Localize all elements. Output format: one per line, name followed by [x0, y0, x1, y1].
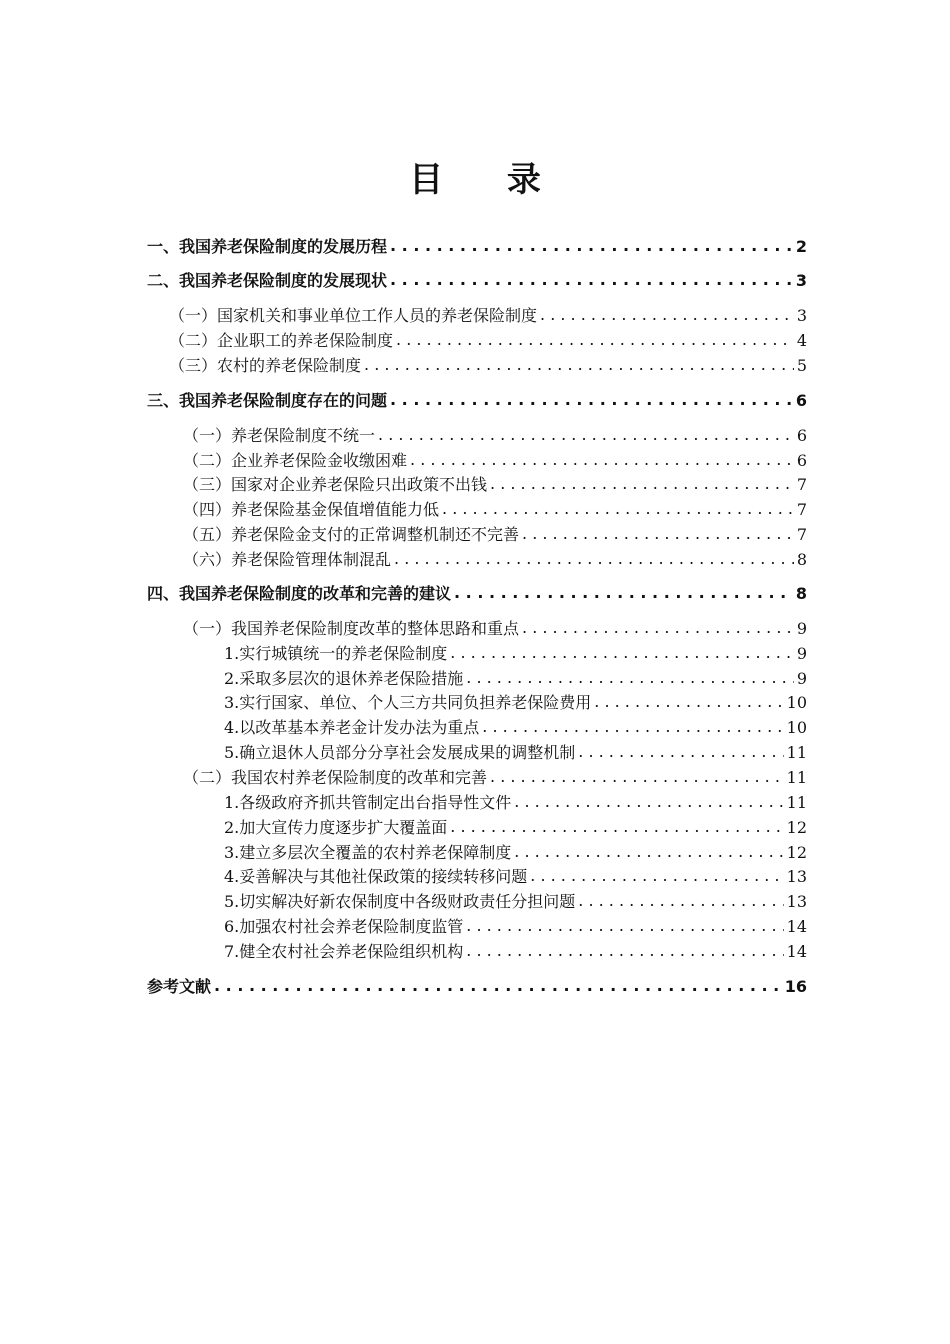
toc-entry-ch1[interactable] [147, 234, 807, 258]
toc-entry-label: （三）农村的养老保险制度 [169, 356, 362, 375]
toc-leader-dots [410, 450, 794, 469]
toc-entry-label: 7.健全农村社会养老保险组织机构 [224, 942, 464, 961]
toc-entry-page: 6 [796, 451, 807, 470]
toc-entry-page: 13 [786, 867, 807, 886]
toc-entry-label: 3.建立多层次全覆盖的农村养老保障制度 [224, 843, 512, 862]
toc-title: 目 录 [409, 160, 567, 200]
toc-entry-page: 7 [796, 475, 807, 494]
toc-leader-dots [522, 524, 794, 543]
toc-entry-ch4-2-7[interactable] [224, 939, 807, 963]
toc-entry-ch2-1[interactable] [169, 303, 807, 327]
toc-leader-dots [522, 618, 794, 637]
toc-entry-ch4-1[interactable] [183, 616, 807, 640]
toc-entry-ch4-2-3[interactable] [224, 840, 807, 864]
toc-entry-page: 9 [796, 644, 807, 663]
toc-leader-dots [466, 668, 794, 687]
toc-entry-ch3-3[interactable] [183, 472, 807, 496]
toc-entry-page: 12 [786, 818, 807, 837]
toc-entry-page: 5 [796, 356, 807, 375]
toc-entry-page: 9 [796, 619, 807, 638]
toc-leader-dots [390, 270, 793, 289]
toc-entry-page: 4 [796, 331, 807, 350]
toc-leader-dots [450, 643, 794, 662]
toc-entry-page: 10 [786, 693, 807, 712]
toc-entry-page: 11 [786, 768, 807, 787]
toc-leader-dots [490, 767, 784, 786]
toc-entry-label: （三）国家对企业养老保险只出政策不出钱 [183, 475, 488, 494]
toc-entry-page: 6 [795, 391, 807, 410]
toc-entry-page: 7 [796, 525, 807, 544]
toc-leader-dots [594, 692, 783, 711]
toc-entry-ch3-1[interactable] [183, 423, 807, 447]
toc-entry-page: 3 [795, 271, 807, 290]
toc-entry-label: （一）国家机关和事业单位工作人员的养老保险制度 [169, 306, 538, 325]
toc-entry-label: 二、我国养老保险制度的发展现状 [147, 271, 388, 290]
toc-entry-ch4[interactable] [147, 581, 807, 605]
toc-entry-label: （一）养老保险制度不统一 [183, 426, 376, 445]
toc-entry-page: 3 [796, 306, 807, 325]
toc-entry-page: 13 [786, 892, 807, 911]
toc-entry-page: 14 [786, 942, 807, 961]
toc-entry-ch3-6[interactable] [183, 547, 807, 571]
toc-entry-page: 11 [786, 793, 807, 812]
toc-entry-label: （二）企业养老保险金收缴困难 [183, 451, 408, 470]
toc-entry-ch3-2[interactable] [183, 448, 807, 472]
toc-entry-page: 7 [796, 500, 807, 519]
toc-leader-dots [454, 583, 793, 602]
toc-leader-dots [450, 817, 783, 836]
toc-entry-label: （二）企业职工的养老保险制度 [169, 331, 394, 350]
toc-entry-ch3[interactable] [147, 388, 807, 412]
toc-entry-label: 2.采取多层次的退休养老保险措施 [224, 669, 464, 688]
toc-entry-ch4-1-3[interactable] [224, 690, 807, 714]
toc-leader-dots [364, 355, 794, 374]
toc-entry-page: 8 [796, 550, 807, 569]
toc-entry-ch4-1-2[interactable] [224, 666, 807, 690]
toc-entry-label: 参考文献 [147, 977, 212, 996]
toc-entry-ch4-2-5[interactable] [224, 889, 807, 913]
toc-entry-label: （五）养老保险金支付的正常调整机制还不完善 [183, 525, 520, 544]
toc-leader-dots [490, 474, 794, 493]
toc-entry-label: 三、我国养老保险制度存在的问题 [147, 391, 388, 410]
toc-entry-page: 2 [795, 237, 807, 256]
toc-entry-label: 3.实行国家、单位、个人三方共同负担养老保险费用 [224, 693, 592, 712]
toc-leader-dots [466, 916, 783, 935]
toc-entry-page: 12 [786, 843, 807, 862]
toc-entry-page: 11 [786, 743, 807, 762]
toc-leader-dots [390, 236, 793, 255]
toc-entry-references[interactable] [147, 974, 807, 998]
toc-leader-dots [378, 425, 794, 444]
toc-leader-dots [530, 866, 783, 885]
toc-leader-dots [394, 549, 794, 568]
toc-entry-ch4-1-5[interactable] [224, 740, 807, 764]
toc-entry-page: 10 [786, 718, 807, 737]
toc-entry-label: 5.确立退休人员部分分享社会发展成果的调整机制 [224, 743, 576, 762]
toc-entry-ch2-2[interactable] [169, 328, 807, 352]
toc-entry-label: 4.妥善解决与其他社保政策的接续转移问题 [224, 867, 528, 886]
toc-entry-label: 1.实行城镇统一的养老保险制度 [224, 644, 448, 663]
toc-entry-page: 8 [795, 584, 807, 603]
toc-entry-label: 2.加大宣传力度逐步扩大覆盖面 [224, 818, 448, 837]
toc-entry-label: 一、我国养老保险制度的发展历程 [147, 237, 388, 256]
toc-leader-dots [396, 330, 794, 349]
toc-entry-ch4-2-1[interactable] [224, 790, 807, 814]
toc-entry-ch4-2[interactable] [183, 765, 807, 789]
toc-entry-ch4-1-1[interactable] [224, 641, 807, 665]
toc-entry-page: 9 [796, 669, 807, 688]
toc-leader-dots [442, 499, 794, 518]
toc-entry-label: 5.切实解决好新农保制度中各级财政责任分担问题 [224, 892, 576, 911]
toc-entry-ch4-2-4[interactable] [224, 864, 807, 888]
toc-entry-ch3-4[interactable] [183, 497, 807, 521]
toc-leader-dots [514, 842, 783, 861]
toc-entry-label: 4.以改革基本养老金计发办法为重点 [224, 718, 480, 737]
toc-entry-label: （一）我国养老保险制度改革的整体思路和重点 [183, 619, 520, 638]
toc-entry-ch4-2-6[interactable] [224, 914, 807, 938]
toc-leader-dots [540, 305, 794, 324]
toc-entry-label: 6.加强农村社会养老保险制度监管 [224, 917, 464, 936]
toc-leader-dots [214, 976, 782, 995]
toc-entry-label: 四、我国养老保险制度的改革和完善的建议 [147, 584, 452, 603]
toc-entry-label: （四）养老保险基金保值增值能力低 [183, 500, 440, 519]
toc-entry-label: 1.各级政府齐抓共管制定出台指导性文件 [224, 793, 512, 812]
toc-entry-ch4-1-4[interactable] [224, 715, 807, 739]
toc-entry-ch2[interactable] [147, 268, 807, 292]
toc-entry-page: 6 [796, 426, 807, 445]
toc-leader-dots [390, 390, 793, 409]
toc-leader-dots [578, 742, 783, 761]
toc-entry-ch2-3[interactable] [169, 353, 807, 377]
toc-entry-label: （二）我国农村养老保险制度的改革和完善 [183, 768, 488, 787]
toc-leader-dots [578, 891, 783, 910]
toc-entry-label: （六）养老保险管理体制混乱 [183, 550, 392, 569]
toc-leader-dots [514, 792, 783, 811]
toc-entry-ch4-2-2[interactable] [224, 815, 807, 839]
toc-leader-dots [466, 941, 783, 960]
toc-entry-ch3-5[interactable] [183, 522, 807, 546]
toc-leader-dots [482, 717, 783, 736]
toc-entry-page: 14 [786, 917, 807, 936]
toc-entry-page: 16 [784, 977, 807, 996]
